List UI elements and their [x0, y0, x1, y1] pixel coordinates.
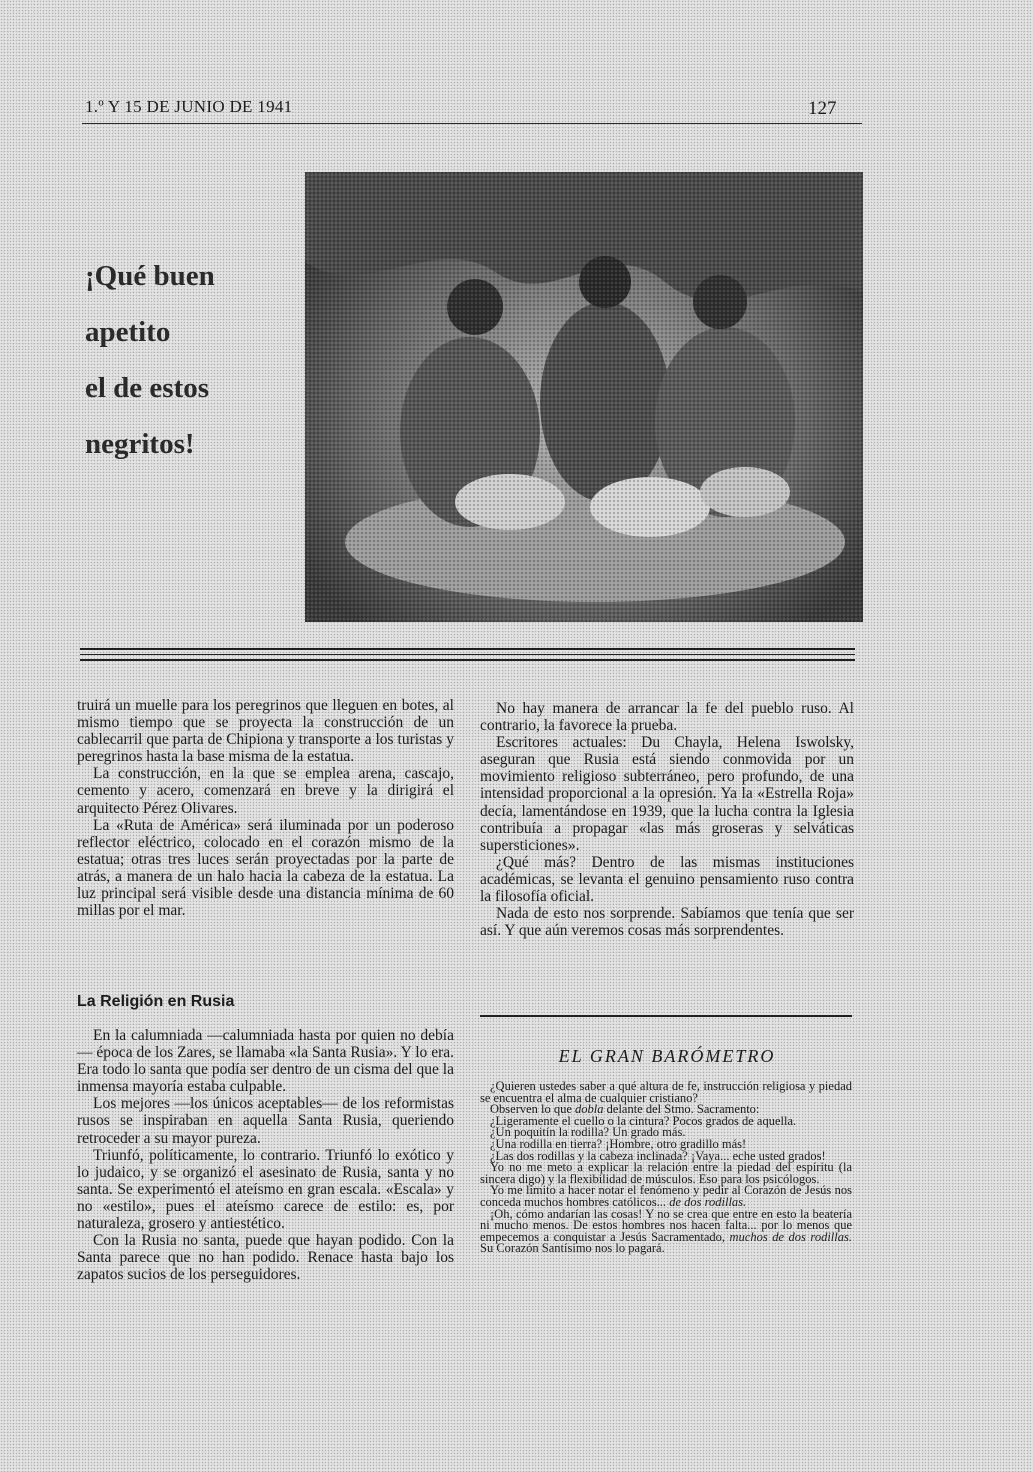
- text-run: ¡Oh, cómo andarían las cosas! Y no se crea que entre en esto la beatería ni mucho menos. De estos hombres nos hacen falta... por lo menos que empecemos a conquistar a Jesús Sacramentado,: [480, 1206, 852, 1244]
- paragraph: Nada de esto nos sorprende. Sabíamos que tenía que ser así. Y que aún veremos cosas más sorprendentes.: [480, 905, 854, 940]
- barometro-title: EL GRAN BARÓMETRO: [558, 1046, 776, 1066]
- paragraph: truirá un muelle para los peregrinos que lleguen en botes, al mismo tiempo que se proyecta la construcción de un cablecarril que parta de Chipiona y transporte a los turistas y peregrinos hasta la base misma de la estatua.: [77, 697, 454, 766]
- barometro-body: [480, 1081, 852, 1255]
- text-run: Yo me limito a hacer notar el fenómeno y pedir al Corazón de Jesús nos conceda muchos hombres católicos...: [480, 1183, 852, 1209]
- photo-caption-headline: [85, 248, 300, 472]
- header-rule: [82, 123, 862, 124]
- left-column-continuation: [77, 697, 454, 919]
- headline-line-4: negritos!: [85, 428, 195, 460]
- section-heading: La Religión en Rusia: [77, 993, 235, 1010]
- paragraph: En la calumniada —calumniada hasta por quien no debía— época de los Zares, se llamaba «la Santa Rusia». Y lo era. Era todo lo santa que podía ser dentro de un cisma del que la inmensa mayoría estaba culpable.: [77, 1027, 454, 1096]
- divider-line: [80, 659, 855, 661]
- paragraph: No hay manera de arrancar la fe del pueblo ruso. Al contrario, la favorece la prueba.: [480, 700, 854, 735]
- headline-line-1: ¡Qué buen: [85, 260, 215, 292]
- religion-article-body: [77, 1027, 454, 1283]
- paragraph: Los mejores —los únicos aceptables— de los reformistas rusos se inspiraban en aquella Santa Rusia, queriendo retroceder a su mayor pureza.: [77, 1095, 454, 1147]
- paragraph: La «Ruta de América» será iluminada por un poderoso reflector eléctrico, colocado en el corazón mismo de la estatua; otras tres luces serán proyectadas por la parte de atrás, a manera de un halo hacia la cabeza de la estatua. La luz principal será visible desde una distancia mínima de 60 millas por el mar.: [77, 816, 454, 920]
- text-run: delante del Stmo. Sacramento:: [603, 1102, 760, 1117]
- italic-text: dobla: [575, 1102, 604, 1117]
- page-number: 127: [808, 98, 837, 119]
- paragraph: Escritores actuales: Du Chayla, Helena Iswolsky, aseguran que Rusia está siendo conmovida por un movimiento religioso subterráneo, pero profundo, de una intensidad proporcional a la opresión. Ya la «Estrella Roja» decía, lamentándose en 1939, que la lucha contra la Iglesia contribuía a propagar «las más groseras y selváticas supersticiones».: [480, 734, 854, 854]
- paragraph: ¿Qué más? Dentro de las mismas instituciones académicas, se levanta el genuino pensamiento ruso contra la filosofía oficial.: [480, 853, 854, 906]
- section-divider: [80, 648, 855, 665]
- photograph: [305, 172, 863, 622]
- paragraph: Con la Rusia no santa, puede que hayan podido. Con la Santa parece que no han podido. Renace hasta bajo los zapatos sucios de los perseguidores.: [77, 1232, 454, 1284]
- headline-line-3: el de estos: [85, 372, 210, 404]
- paragraph: La construcción, en la que se emplea arena, cascajo, cemento y acero, comenzará en breve y la dirigirá el arquitecto Pérez Olivares.: [77, 765, 454, 817]
- issue-date: 1.º Y 15 DE JUNIO DE 1941: [85, 97, 293, 116]
- divider-line: [80, 648, 855, 650]
- paragraph: [480, 1206, 852, 1256]
- right-column: [480, 700, 854, 939]
- paragraph: ¿Una rodilla en tierra? ¡Hombre, otro gradillo más!: [490, 1136, 747, 1151]
- paragraph: ¿Ligeramente el cuello o la cintura? Pocos grados de aquella.: [490, 1113, 797, 1128]
- italic-text: de dos rodillas.: [669, 1194, 747, 1209]
- divider-line: [80, 654, 855, 655]
- paragraph: ¿Las dos rodillas y la cabeza inclinada? ¡Vaya... eche usted grados!: [490, 1148, 826, 1163]
- paragraph: ¿Un poquitín la rodilla? Un grado más.: [490, 1125, 686, 1140]
- paragraph: [480, 1185, 852, 1208]
- italic-text: muchos de dos rodillas.: [729, 1229, 852, 1244]
- column-rule: [480, 1015, 852, 1017]
- photograph-image: [305, 172, 863, 622]
- paragraph: Yo no me meto a explicar la relación entre la piedad del espíritu (la sincera digo) y la flexibilidad de músculos. Eso para los psicólogos.: [480, 1160, 852, 1186]
- headline-line-2: apetito: [85, 316, 171, 348]
- text-run: Observen lo que: [490, 1102, 576, 1117]
- paragraph: ¿Quieren ustedes saber a qué altura de fe, instrucción religiosa y piedad se encuentra el alma de cualquier cristiano?: [480, 1079, 852, 1105]
- paragraph: Triunfó, políticamente, lo contrario. Triunfó lo exótico y lo judaico, y se organizó el asesinato de Rusia, santa y no santa. Se experimentó el ateísmo en gran escala. «Escala» y no «estilo», pues el ateísmo carece de estilo: es, por naturaleza, grosero y antiestético.: [77, 1146, 454, 1233]
- text-run: Su Corazón Santísimo nos lo pagará.: [480, 1241, 665, 1256]
